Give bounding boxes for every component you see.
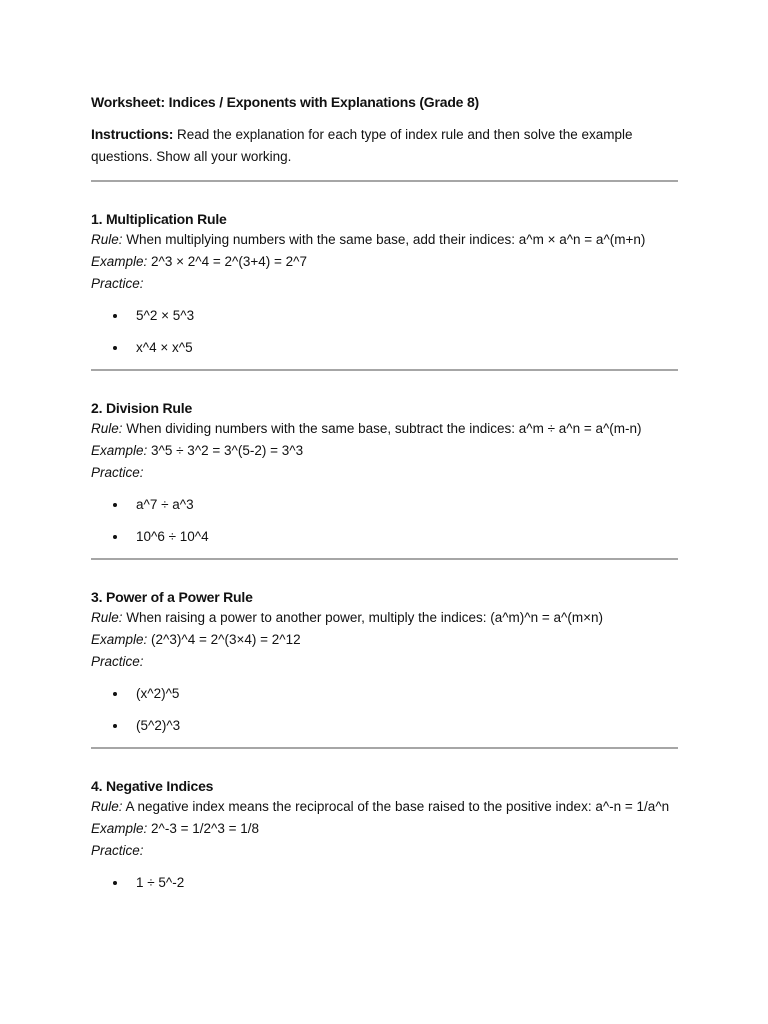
- practice-text: 1 ÷ 5^-2: [136, 875, 185, 890]
- example-line: [91, 251, 678, 273]
- bullet-icon: [113, 724, 117, 728]
- practice-label: Practice:: [91, 843, 144, 858]
- document-content: [91, 92, 678, 904]
- practice-item: [91, 494, 678, 516]
- example-label: Example:: [91, 254, 148, 269]
- bullet-icon: [113, 881, 117, 885]
- rule-label: Rule:: [91, 421, 123, 436]
- example-text: 2^3 × 2^4 = 2^(3+4) = 2^7: [151, 254, 307, 269]
- practice-list: [91, 683, 678, 737]
- section-heading: 2. Division Rule: [91, 400, 193, 416]
- practice-item: [91, 715, 678, 737]
- divider: [91, 558, 678, 560]
- rule-label: Rule:: [91, 232, 123, 247]
- rule-line: [91, 796, 678, 818]
- practice-text: (x^2)^5: [136, 686, 180, 701]
- example-line: [91, 629, 678, 651]
- practice-text: x^4 × x^5: [136, 340, 193, 355]
- section-division-rule: [91, 398, 678, 560]
- practice-text: 10^6 ÷ 10^4: [136, 529, 209, 544]
- practice-label-line: [91, 462, 678, 484]
- instructions-paragraph: [91, 123, 678, 168]
- practice-list: [91, 872, 678, 894]
- divider: [91, 180, 678, 182]
- practice-text: 5^2 × 5^3: [136, 308, 195, 323]
- divider: [91, 369, 678, 371]
- rule-text: When dividing numbers with the same base, subtract the indices: a^m ÷ a^n = a^(m-n): [126, 421, 642, 436]
- example-label: Example:: [91, 443, 148, 458]
- example-line: [91, 818, 678, 840]
- example-line: [91, 440, 678, 462]
- section-power-of-a-power-rule: [91, 587, 678, 749]
- worksheet-title: Worksheet: Indices / Exponents with Explanations (Grade 8): [91, 94, 480, 110]
- example-text: 2^-3 = 1/2^3 = 1/8: [151, 821, 260, 836]
- practice-label: Practice:: [91, 276, 144, 291]
- rule-line: [91, 607, 678, 629]
- example-label: Example:: [91, 821, 148, 836]
- section-heading: 3. Power of a Power Rule: [91, 589, 253, 605]
- practice-item: [91, 337, 678, 359]
- rule-text: When multiplying numbers with the same base, add their indices: a^m × a^n = a^(m+n): [126, 232, 646, 247]
- instructions-label: Instructions:: [91, 126, 174, 142]
- example-text: (2^3)^4 = 2^(3×4) = 2^12: [151, 632, 301, 647]
- practice-label-line: [91, 273, 678, 295]
- bullet-icon: [113, 314, 117, 318]
- practice-item: [91, 872, 678, 894]
- practice-item: [91, 305, 678, 327]
- practice-text: a^7 ÷ a^3: [136, 497, 194, 512]
- rule-line: [91, 229, 678, 251]
- practice-label: Practice:: [91, 465, 144, 480]
- bullet-icon: [113, 692, 117, 696]
- section-heading: 1. Multiplication Rule: [91, 211, 227, 227]
- practice-item: [91, 526, 678, 548]
- practice-label-line: [91, 840, 678, 862]
- divider: [91, 747, 678, 749]
- practice-label-line: [91, 651, 678, 673]
- rule-text: When raising a power to another power, multiply the indices: (a^m)^n = a^(m×n): [126, 610, 603, 625]
- bullet-icon: [113, 535, 117, 539]
- practice-item: [91, 683, 678, 705]
- practice-text: (5^2)^3: [136, 718, 181, 733]
- bullet-icon: [113, 346, 117, 350]
- practice-list: [91, 305, 678, 359]
- section-heading: 4. Negative Indices: [91, 778, 214, 794]
- rule-text: A negative index means the reciprocal of the base raised to the positive index: a^-n = 1/a^n: [125, 799, 670, 814]
- rule-label: Rule:: [91, 799, 123, 814]
- practice-label: Practice:: [91, 654, 144, 669]
- practice-list: [91, 494, 678, 548]
- rule-label: Rule:: [91, 610, 123, 625]
- example-label: Example:: [91, 632, 148, 647]
- rule-line: [91, 418, 678, 440]
- instructions-text: Read the explanation for each type of index rule and then solve the example questions. Show all your working.: [91, 127, 633, 164]
- example-text: 3^5 ÷ 3^2 = 3^(5-2) = 3^3: [151, 443, 304, 458]
- section-negative-indices: [91, 776, 678, 894]
- section-multiplication-rule: [91, 209, 678, 371]
- bullet-icon: [113, 503, 117, 507]
